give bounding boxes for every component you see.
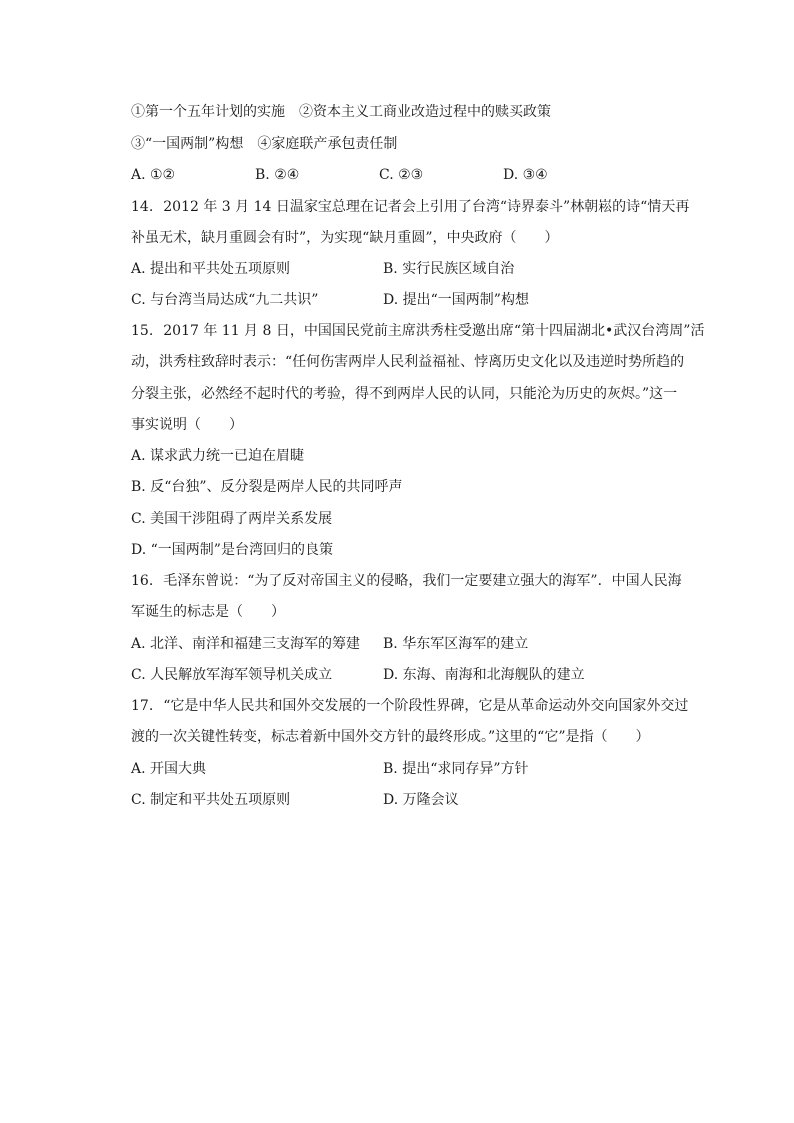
q14-number: 14. — [131, 199, 154, 215]
q13-option-d[interactable]: D. ③④ — [503, 167, 548, 183]
q14-options-row2 — [131, 290, 635, 310]
q13-option-a[interactable]: A. ①② — [131, 167, 176, 183]
q13-statements-line2 — [131, 134, 397, 154]
q13-statement-3: ③“一国两制”构想 — [131, 136, 244, 152]
q17-option-d[interactable]: D. 万隆会议 — [383, 792, 459, 808]
q14-options-row1 — [131, 259, 635, 279]
q13-statements-line1 — [131, 102, 551, 122]
q16-stem-line2: 军诞生的标志是（ ） — [131, 604, 285, 620]
q15-stem-line2: 动，洪秀柱致辞时表示：“任何伤害两岸人民利益福祉、悖离历史文化以及违逆时势所趋的 — [131, 354, 685, 370]
q15-option-a[interactable]: A. 谋求武力统一已迫在眉睫 — [131, 448, 305, 464]
q15-number: 15. — [131, 323, 154, 339]
q15-stem-line3: 分裂主张，必然经不起时代的考验，得不到两岸人民的认同，只能沦为历史的灰烬。”这一 — [131, 386, 678, 402]
q13-options — [131, 165, 627, 185]
q13-option-b[interactable]: B. ②④ — [255, 167, 300, 183]
q16-stem-text1: 毛泽东曾说：“为了反对帝国主义的侵略，我们一定要建立强大的海军”．中国人民海 — [163, 573, 682, 589]
q16-stem-line1 — [131, 571, 682, 591]
q15-stem-text1: 2017 年 11 月 8 日，中国国民党前主席洪秀柱受邀出席“第十四届湖北•武汉台湾周”活 — [163, 323, 705, 339]
q17-option-c[interactable]: C. 制定和平共处五项原则 — [131, 792, 291, 808]
q17-options-row2 — [131, 790, 635, 810]
q13-statement-4: ④家庭联产承包责任制 — [257, 136, 398, 152]
q17-stem-line1 — [131, 696, 688, 716]
q13-option-c[interactable]: C. ②③ — [379, 167, 424, 183]
q15-option-b[interactable]: B. 反“台独”、反分裂是两岸人民的共同呼声 — [131, 479, 403, 495]
q16-options-row2 — [131, 665, 635, 685]
q16-options-row1 — [131, 634, 635, 654]
q14-option-c[interactable]: C. 与台湾当局达成“九二共识” — [131, 292, 319, 308]
q16-option-c[interactable]: C. 人民解放军海军领导机关成立 — [131, 667, 333, 683]
q16-option-d[interactable]: D. 东海、南海和北海舰队的建立 — [383, 667, 585, 683]
q17-option-a[interactable]: A. 开国大典 — [131, 761, 207, 777]
q17-number: 17. — [131, 698, 154, 714]
q13-statement-2: ②资本主义工商业改造过程中的赎买政策 — [299, 104, 551, 120]
q14-option-b[interactable]: B. 实行民族区域自治 — [383, 261, 515, 277]
q15-stem-line4: 事实说明（ ） — [131, 417, 243, 433]
q17-stem-line2: 渡的一次关键性转变，标志着新中国外交方针的最终形成。”这里的“它”是指（ ） — [131, 729, 650, 745]
q13-statement-1: ①第一个五年计划的实施 — [131, 104, 285, 120]
q17-options-row1 — [131, 759, 635, 779]
q16-option-b[interactable]: B. 华东军区海军的建立 — [383, 636, 529, 652]
q15-stem-line1 — [131, 321, 704, 341]
q16-number: 16. — [131, 573, 154, 589]
q16-option-a[interactable]: A. 北洋、南洋和福建三支海军的筹建 — [131, 636, 361, 652]
q14-option-a[interactable]: A. 提出和平共处五项原则 — [131, 261, 291, 277]
q15-option-d[interactable]: D. “一国两制”是台湾回归的良策 — [131, 542, 333, 558]
q14-stem-text1: 2012 年 3 月 14 日温家宝总理在记者会上引用了台湾“诗界泰斗”林朝崧的诗“情天再 — [163, 199, 690, 215]
q17-stem-text1: “它是中华人民共和国外交发展的一个阶段性界碑，它是从革命运动外交向国家外交过 — [163, 698, 689, 714]
q14-stem-line2: 补虽无术，缺月重圆会有时”，为实现“缺月重圆”，中央政府（ ） — [131, 230, 559, 246]
q17-option-b[interactable]: B. 提出“求同存异”方针 — [383, 761, 529, 777]
q15-option-c[interactable]: C. 美国干涉阻碍了两岸关系发展 — [131, 511, 333, 527]
q14-stem-line1 — [131, 197, 689, 217]
q14-option-d[interactable]: D. 提出“一国两制”构想 — [383, 292, 529, 308]
